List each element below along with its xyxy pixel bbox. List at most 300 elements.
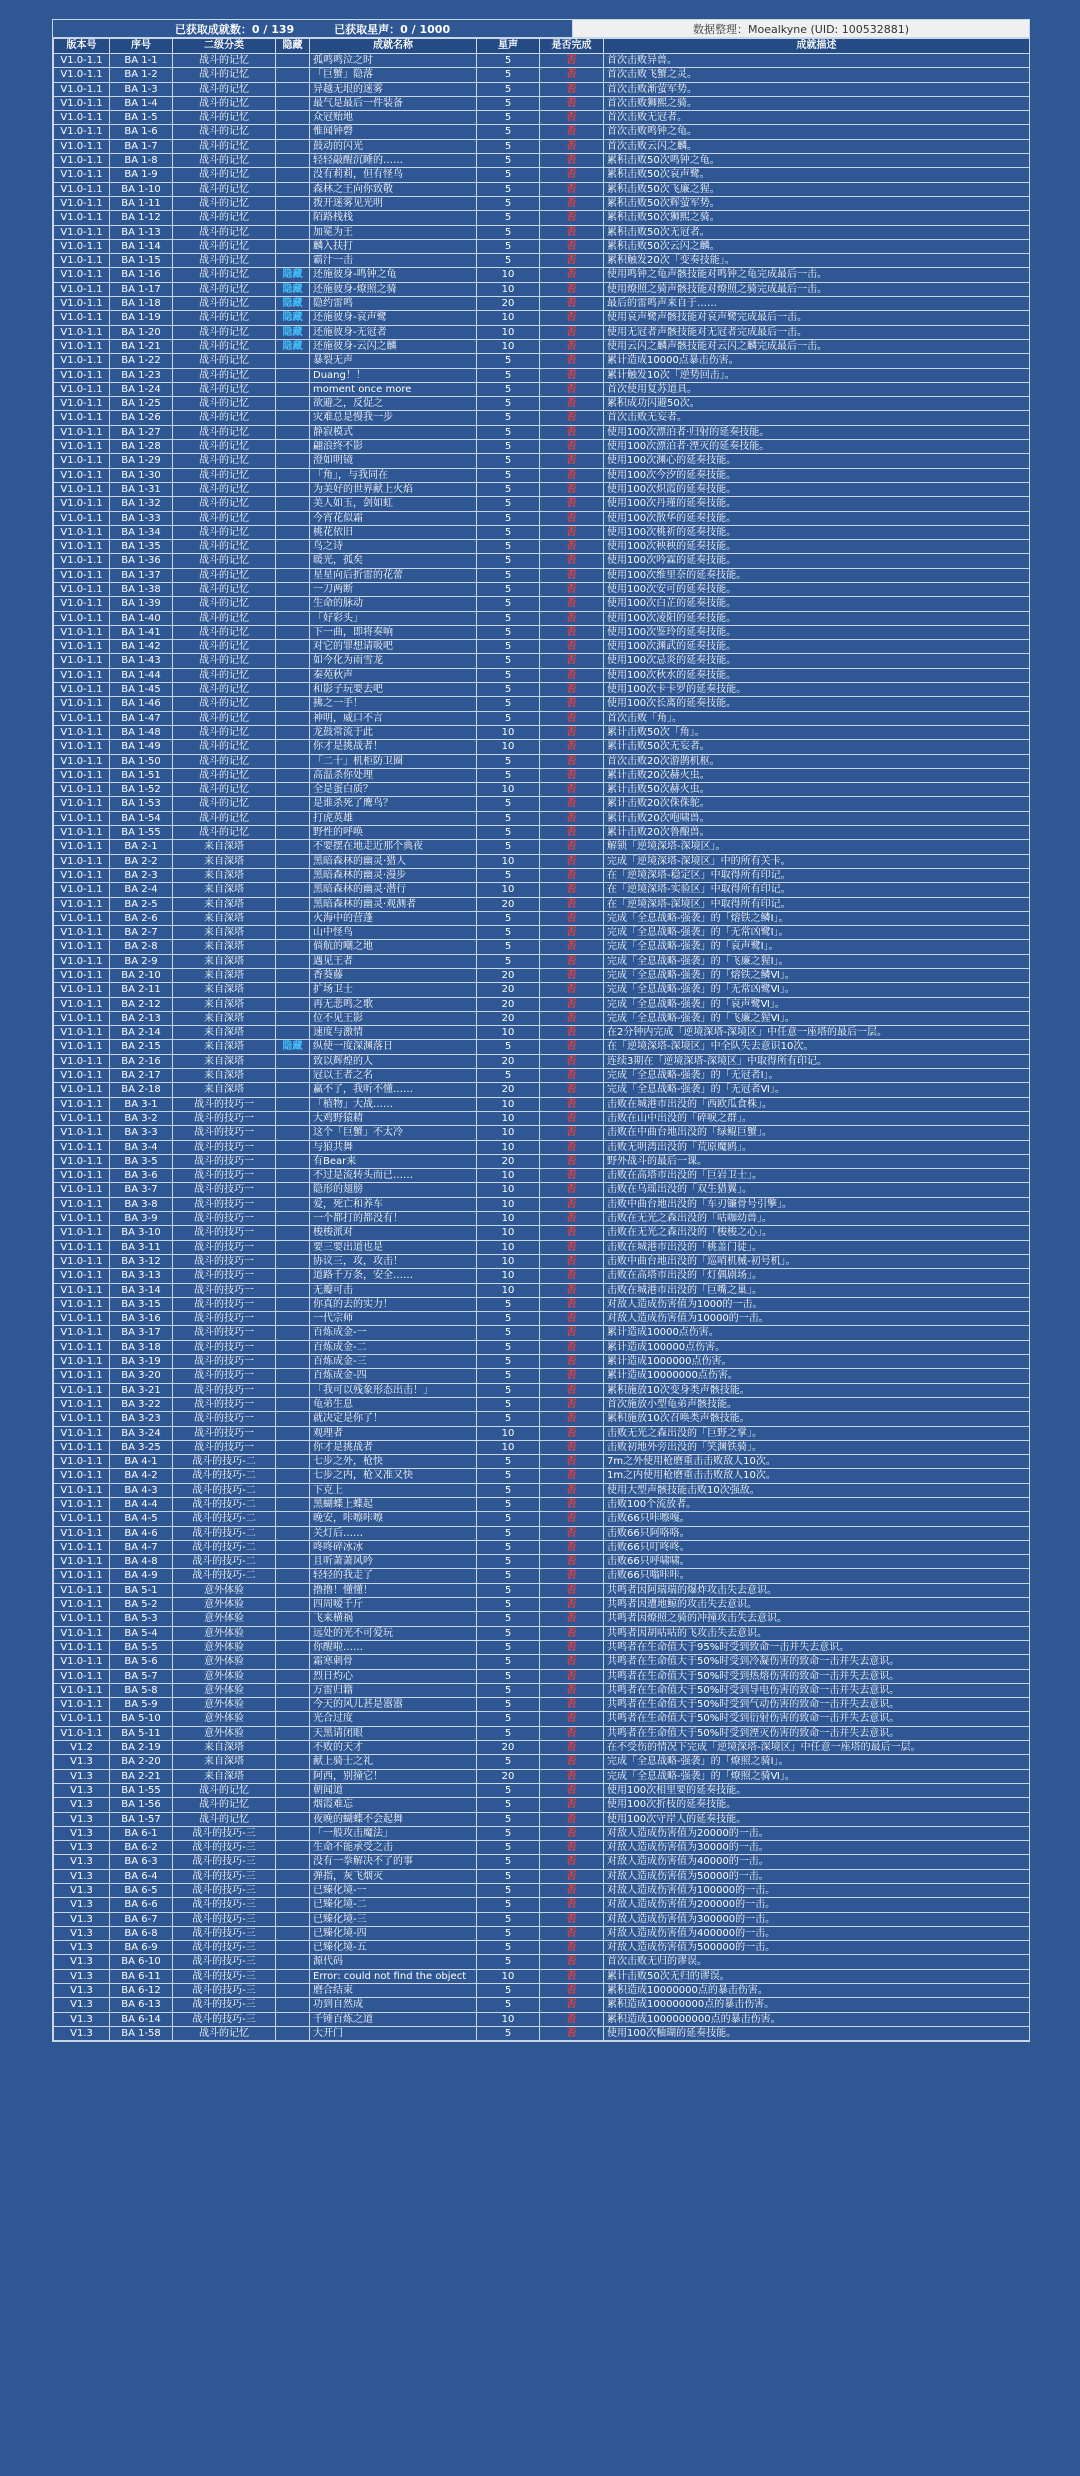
table-row <box>54 354 1030 368</box>
table-row <box>54 611 1030 625</box>
cell-version: V1.0-1.1 <box>54 768 110 782</box>
cell-version: V1.0-1.1 <box>54 854 110 868</box>
cell-stars: 5 <box>477 1583 540 1597</box>
cell-name: 暴裂无声 <box>310 354 477 368</box>
cell-name: 要三要出道也是 <box>310 1240 477 1254</box>
cell-category: 战斗的记忆 <box>173 1812 276 1826</box>
cell-completed: 否 <box>540 196 604 210</box>
cell-hidden <box>276 1812 310 1826</box>
cell-category: 战斗的记忆 <box>173 411 276 425</box>
cell-description: 累计击败20次鲁酿兽。 <box>604 826 1030 840</box>
cell-version: V1.0-1.1 <box>54 1312 110 1326</box>
cell-description: 使用100次渊武的延奏技能。 <box>604 640 1030 654</box>
table-row <box>54 2026 1030 2040</box>
cell-version: V1.0-1.1 <box>54 1526 110 1540</box>
cell-description: 击败在高塔市出没的「灯偶剧场」。 <box>604 1269 1030 1283</box>
cell-hidden <box>276 225 310 239</box>
cell-description: 完成「全息战略-强袭」的「无冠者Ⅰ」。 <box>604 1069 1030 1083</box>
cell-stars: 5 <box>477 911 540 925</box>
cell-index: BA 1-2 <box>110 68 173 82</box>
cell-version: V1.3 <box>54 1812 110 1826</box>
cell-index: BA 2-20 <box>110 1755 173 1769</box>
cell-hidden: 隐藏 <box>276 282 310 296</box>
cell-index: BA 3-15 <box>110 1297 173 1311</box>
cell-index: BA 3-3 <box>110 1126 173 1140</box>
cell-name: 野性的呼唤 <box>310 826 477 840</box>
cell-hidden <box>276 1097 310 1111</box>
cell-stars: 5 <box>477 454 540 468</box>
cell-description: 完成「全息战略-强袭」的「飞廉之猩Ⅵ」。 <box>604 1011 1030 1025</box>
cell-stars: 10 <box>477 1212 540 1226</box>
cell-index: BA 1-28 <box>110 440 173 454</box>
cell-description: 使用100次忌炎的延奏技能。 <box>604 654 1030 668</box>
cell-name: 七步之外，枪快 <box>310 1455 477 1469</box>
cell-hidden <box>276 1169 310 1183</box>
cell-index: BA 1-52 <box>110 783 173 797</box>
cell-completed: 否 <box>540 1783 604 1797</box>
cell-completed: 否 <box>540 1912 604 1926</box>
cell-description: 连续3期在「逆境深塔-深境区」中取得所有印记。 <box>604 1054 1030 1068</box>
cell-stars: 5 <box>477 597 540 611</box>
table-row <box>54 82 1030 96</box>
cell-index: BA 3-23 <box>110 1412 173 1426</box>
cell-category: 战斗的技巧一 <box>173 1369 276 1383</box>
cell-stars: 5 <box>477 1497 540 1511</box>
cell-hidden <box>276 611 310 625</box>
cell-completed: 否 <box>540 1397 604 1411</box>
cell-hidden <box>276 1669 310 1683</box>
table-row <box>54 1841 1030 1855</box>
cell-version: V1.3 <box>54 1984 110 1998</box>
cell-description: 使用100次安可的延奏技能。 <box>604 582 1030 596</box>
cell-completed: 否 <box>540 582 604 596</box>
cell-category: 战斗的记忆 <box>173 540 276 554</box>
cell-version: V1.0-1.1 <box>54 1383 110 1397</box>
cell-completed: 否 <box>540 597 604 611</box>
cell-description: 使用100次长离的延奏技能。 <box>604 697 1030 711</box>
cell-index: BA 4-8 <box>110 1555 173 1569</box>
cell-completed: 否 <box>540 268 604 282</box>
table-row <box>54 1297 1030 1311</box>
cell-index: BA 1-19 <box>110 311 173 325</box>
cell-completed: 否 <box>540 1054 604 1068</box>
table-row <box>54 425 1030 439</box>
cell-version: V1.0-1.1 <box>54 1226 110 1240</box>
cell-stars: 5 <box>477 1040 540 1054</box>
table-row <box>54 168 1030 182</box>
achievement-table <box>53 38 1030 2041</box>
cell-index: BA 3-18 <box>110 1340 173 1354</box>
cell-description: 击败66只呼啸啸。 <box>604 1555 1030 1569</box>
cell-name: 大鸡野猿精 <box>310 1111 477 1125</box>
cell-hidden <box>276 1440 310 1454</box>
cell-completed: 否 <box>540 1326 604 1340</box>
cell-category: 战斗的技巧-二 <box>173 1512 276 1526</box>
cell-description: 累计造成10000000点伤害。 <box>604 1369 1030 1383</box>
cell-version: V1.3 <box>54 1898 110 1912</box>
cell-description: 使用100次相里要的延奏技能。 <box>604 1783 1030 1797</box>
table-row <box>54 440 1030 454</box>
cell-name: 道路千万条，安全…… <box>310 1269 477 1283</box>
cell-category: 战斗的记忆 <box>173 139 276 153</box>
cell-name: 百炼成金-二 <box>310 1340 477 1354</box>
cell-hidden <box>276 1626 310 1640</box>
cell-hidden <box>276 1154 310 1168</box>
cell-name: 黑暗森林的幽灵·潜行 <box>310 883 477 897</box>
cell-hidden <box>276 1598 310 1612</box>
cell-name: 霜寒刺骨 <box>310 1655 477 1669</box>
cell-completed: 否 <box>540 1512 604 1526</box>
table-row <box>54 1912 1030 1926</box>
cell-name: 你醒啦…… <box>310 1640 477 1654</box>
cell-version: V1.0-1.1 <box>54 1326 110 1340</box>
table-row <box>54 297 1030 311</box>
cell-stars: 10 <box>477 282 540 296</box>
cell-stars: 5 <box>477 1984 540 1998</box>
cell-index: BA 5-1 <box>110 1583 173 1597</box>
cell-category: 战斗的记忆 <box>173 325 276 339</box>
cell-hidden: 隐藏 <box>276 325 310 339</box>
cell-version: V1.0-1.1 <box>54 997 110 1011</box>
cell-index: BA 1-37 <box>110 568 173 582</box>
table-row <box>54 940 1030 954</box>
cell-category: 战斗的记忆 <box>173 368 276 382</box>
table-row <box>54 1283 1030 1297</box>
cell-version: V1.3 <box>54 1941 110 1955</box>
table-row <box>54 683 1030 697</box>
cell-index: BA 6-14 <box>110 2012 173 2026</box>
cell-completed: 否 <box>540 1340 604 1354</box>
table-row <box>54 668 1030 682</box>
table-row <box>54 1555 1030 1569</box>
table-row <box>54 1326 1030 1340</box>
cell-stars: 5 <box>477 954 540 968</box>
cell-version: V1.0-1.1 <box>54 282 110 296</box>
achievement-sheet <box>52 19 1030 2042</box>
cell-name: 致以辉煌的人 <box>310 1054 477 1068</box>
cell-category: 意外体验 <box>173 1583 276 1597</box>
cell-name: 位不见王影 <box>310 1011 477 1025</box>
cell-name: 就决定是你了！ <box>310 1412 477 1426</box>
cell-category: 战斗的记忆 <box>173 525 276 539</box>
cell-hidden <box>276 154 310 168</box>
table-row <box>54 1984 1030 1998</box>
cell-category: 战斗的技巧-三 <box>173 1941 276 1955</box>
cell-category: 战斗的记忆 <box>173 239 276 253</box>
cell-completed: 否 <box>540 868 604 882</box>
cell-category: 战斗的技巧-二 <box>173 1569 276 1583</box>
cell-hidden <box>276 668 310 682</box>
table-row <box>54 1455 1030 1469</box>
cell-hidden <box>276 1769 310 1783</box>
cell-name: 撸撸！懂懂！ <box>310 1583 477 1597</box>
summary-bar <box>53 20 1029 38</box>
cell-index: BA 1-41 <box>110 625 173 639</box>
cell-description: 7m之外使用枪磨重击击败敌人10次。 <box>604 1455 1030 1469</box>
cell-completed: 否 <box>540 1383 604 1397</box>
table-row <box>54 1855 1030 1869</box>
table-row <box>54 854 1030 868</box>
cell-completed: 否 <box>540 154 604 168</box>
data-credit: 数据整理：Moealkyne (UID: 100532881) <box>573 20 1029 37</box>
cell-completed: 否 <box>540 1655 604 1669</box>
cell-version: V1.0-1.1 <box>54 711 110 725</box>
cell-stars: 5 <box>477 1683 540 1697</box>
cell-version: V1.0-1.1 <box>54 1640 110 1654</box>
cell-name: 不败的天才 <box>310 1741 477 1755</box>
table-row <box>54 654 1030 668</box>
table-row <box>54 311 1030 325</box>
cell-hidden <box>276 1926 310 1940</box>
cell-hidden <box>276 54 310 68</box>
cell-name: 还施彼身-无冠者 <box>310 325 477 339</box>
cell-category: 战斗的记忆 <box>173 54 276 68</box>
cell-stars: 10 <box>477 883 540 897</box>
table-row <box>54 740 1030 754</box>
table-row <box>54 125 1030 139</box>
table-row <box>54 1583 1030 1597</box>
cell-stars: 20 <box>477 997 540 1011</box>
cell-stars: 10 <box>477 1226 540 1240</box>
cell-description: 击败在山中出没的「碎唳之群」。 <box>604 1111 1030 1125</box>
cell-description: 首次击败无妄者。 <box>604 411 1030 425</box>
cell-index: BA 1-15 <box>110 254 173 268</box>
table-row <box>54 1355 1030 1369</box>
cell-category: 战斗的技巧-三 <box>173 1998 276 2012</box>
table-row <box>54 983 1030 997</box>
cell-completed: 否 <box>540 1955 604 1969</box>
cell-category: 战斗的技巧一 <box>173 1312 276 1326</box>
cell-index: BA 5-2 <box>110 1598 173 1612</box>
cell-stars: 5 <box>477 468 540 482</box>
cell-category: 战斗的记忆 <box>173 68 276 82</box>
cell-category: 来自深塔 <box>173 868 276 882</box>
cell-stars: 5 <box>477 154 540 168</box>
cell-name: Duang！！ <box>310 368 477 382</box>
cell-hidden <box>276 1869 310 1883</box>
cell-category: 战斗的记忆 <box>173 397 276 411</box>
cell-completed: 否 <box>540 683 604 697</box>
cell-completed: 否 <box>540 1269 604 1283</box>
cell-description: 累计击败50次「角」。 <box>604 725 1030 739</box>
cell-completed: 否 <box>540 1526 604 1540</box>
cell-completed: 否 <box>540 1798 604 1812</box>
table-row <box>54 1998 1030 2012</box>
cell-completed: 否 <box>540 1226 604 1240</box>
cell-stars: 10 <box>477 1097 540 1111</box>
table-row <box>54 268 1030 282</box>
cell-name: 飞来横祸 <box>310 1612 477 1626</box>
cell-version: V1.3 <box>54 1769 110 1783</box>
cell-version: V1.0-1.1 <box>54 1069 110 1083</box>
cell-hidden <box>276 1969 310 1983</box>
cell-version: V1.0-1.1 <box>54 411 110 425</box>
cell-version: V1.0-1.1 <box>54 725 110 739</box>
cell-completed: 否 <box>540 1126 604 1140</box>
cell-index: BA 2-17 <box>110 1069 173 1083</box>
cell-index: BA 3-14 <box>110 1283 173 1297</box>
cell-completed: 否 <box>540 1826 604 1840</box>
cell-completed: 否 <box>540 1812 604 1826</box>
cell-description: 击败66只咔嚓嘎。 <box>604 1512 1030 1526</box>
cell-category: 战斗的技巧一 <box>173 1140 276 1154</box>
cell-name: 黑暗森林的幽灵·观测者 <box>310 897 477 911</box>
cell-name: 惟闻钟磬 <box>310 125 477 139</box>
table-row <box>54 1254 1030 1268</box>
cell-hidden: 隐藏 <box>276 311 310 325</box>
cell-index: BA 3-19 <box>110 1355 173 1369</box>
cell-description: 累计击败50次无归的谬误。 <box>604 1969 1030 1983</box>
cell-version: V1.0-1.1 <box>54 239 110 253</box>
cell-completed: 否 <box>540 897 604 911</box>
cell-category: 来自深塔 <box>173 1741 276 1755</box>
cell-hidden <box>276 1783 310 1797</box>
cell-category: 战斗的技巧-三 <box>173 1826 276 1840</box>
cell-name: 晚安，咔嚓咔嚓 <box>310 1512 477 1526</box>
cell-description: 使用100次漂泊者·归射的延奏技能。 <box>604 425 1030 439</box>
cell-category: 战斗的技巧一 <box>173 1183 276 1197</box>
cell-index: BA 1-22 <box>110 354 173 368</box>
cell-name: 速度与激情 <box>310 1026 477 1040</box>
cell-hidden <box>276 354 310 368</box>
cell-description: 共鸣者因燎照之骑的冲撞攻击失去意识。 <box>604 1612 1030 1626</box>
cell-stars: 5 <box>477 683 540 697</box>
cell-category: 意外体验 <box>173 1640 276 1654</box>
cell-description: 累计造成100000点伤害。 <box>604 1340 1030 1354</box>
cell-hidden: 隐藏 <box>276 268 310 282</box>
cell-version: V1.0-1.1 <box>54 1626 110 1640</box>
achievements-count: 已获取成就数：0 / 139 <box>174 22 295 36</box>
table-row <box>54 1955 1030 1969</box>
cell-description: 累计击败20次侏侏鸵。 <box>604 797 1030 811</box>
table-row <box>54 211 1030 225</box>
cell-category: 战斗的记忆 <box>173 382 276 396</box>
cell-index: BA 3-2 <box>110 1111 173 1125</box>
table-row <box>54 96 1030 110</box>
cell-stars: 5 <box>477 1826 540 1840</box>
cell-hidden <box>276 368 310 382</box>
cell-completed: 否 <box>540 325 604 339</box>
cell-version: V1.0-1.1 <box>54 297 110 311</box>
cell-description: 击败在中曲台地出没的「绿鲲巨蟹」。 <box>604 1126 1030 1140</box>
cell-category: 战斗的技巧一 <box>173 1111 276 1125</box>
cell-name: 麟入扶打 <box>310 239 477 253</box>
cell-index: BA 6-12 <box>110 1984 173 1998</box>
cell-version: V1.0-1.1 <box>54 168 110 182</box>
cell-hidden <box>276 783 310 797</box>
cell-stars: 10 <box>477 2012 540 2026</box>
cell-completed: 否 <box>540 1497 604 1511</box>
cell-completed: 否 <box>540 1011 604 1025</box>
cell-index: BA 6-3 <box>110 1855 173 1869</box>
cell-name: 扩场卫士 <box>310 983 477 997</box>
cell-category: 战斗的记忆 <box>173 482 276 496</box>
cell-description: 累计击败50次赫火虫。 <box>604 783 1030 797</box>
cell-hidden <box>276 1426 310 1440</box>
cell-version: V1.0-1.1 <box>54 1569 110 1583</box>
cell-stars: 10 <box>477 725 540 739</box>
cell-category: 战斗的记忆 <box>173 440 276 454</box>
cell-index: BA 4-1 <box>110 1455 173 1469</box>
cell-category: 战斗的记忆 <box>173 683 276 697</box>
cell-name: moment once more <box>310 382 477 396</box>
cell-category: 战斗的技巧一 <box>173 1226 276 1240</box>
cell-category: 战斗的技巧-三 <box>173 1869 276 1883</box>
cell-category: 战斗的技巧一 <box>173 1169 276 1183</box>
cell-name: 轻轻敲醒沉睡的…… <box>310 154 477 168</box>
table-row <box>54 1540 1030 1554</box>
cell-stars: 10 <box>477 339 540 353</box>
cell-description: 完成「全息战略-强袭」的「哀声鹭Ⅰ」。 <box>604 940 1030 954</box>
cell-name: 弹指，灰飞烟灭 <box>310 1869 477 1883</box>
table-row <box>54 783 1030 797</box>
cell-version: V1.0-1.1 <box>54 1083 110 1097</box>
cell-index: BA 1-48 <box>110 725 173 739</box>
table-row <box>54 1412 1030 1426</box>
cell-completed: 否 <box>540 468 604 482</box>
cell-version: V1.3 <box>54 2026 110 2040</box>
stars-count: 已获取星声：0 / 1000 <box>334 22 451 36</box>
cell-name: 欲避之，反促之 <box>310 397 477 411</box>
cell-description: 共鸣者在生命值大于50%时受到热熔伤害的致命一击并失去意识。 <box>604 1669 1030 1683</box>
cell-stars: 5 <box>477 168 540 182</box>
cell-completed: 否 <box>540 568 604 582</box>
cell-description: 共鸣者在生命值大于50%时受到衍射伤害的致命一击并失去意识。 <box>604 1712 1030 1726</box>
cell-version: V1.0-1.1 <box>54 82 110 96</box>
cell-version: V1.0-1.1 <box>54 1683 110 1697</box>
cell-category: 战斗的记忆 <box>173 625 276 639</box>
cell-name: 「二十」机柜防卫圈 <box>310 754 477 768</box>
cell-completed: 否 <box>540 1483 604 1497</box>
cell-completed: 否 <box>540 1154 604 1168</box>
table-row <box>54 954 1030 968</box>
cell-category: 战斗的技巧一 <box>173 1197 276 1211</box>
cell-category: 来自深塔 <box>173 1026 276 1040</box>
cell-version: V1.0-1.1 <box>54 983 110 997</box>
cell-category: 战斗的技巧-二 <box>173 1483 276 1497</box>
cell-hidden <box>276 969 310 983</box>
cell-hidden <box>276 1412 310 1426</box>
cell-hidden <box>276 454 310 468</box>
cell-stars: 5 <box>477 1412 540 1426</box>
table-row <box>54 1440 1030 1454</box>
cell-version: V1.0-1.1 <box>54 1555 110 1569</box>
col-completed: 是否完成 <box>540 39 604 54</box>
cell-description: 共鸣者因阿瑞瑞的爆炸攻击失去意识。 <box>604 1583 1030 1597</box>
cell-category: 战斗的技巧一 <box>173 1154 276 1168</box>
cell-stars: 5 <box>477 1841 540 1855</box>
cell-completed: 否 <box>540 1455 604 1469</box>
cell-hidden <box>276 1898 310 1912</box>
table-row <box>54 1598 1030 1612</box>
cell-stars: 5 <box>477 1783 540 1797</box>
cell-stars: 20 <box>477 1769 540 1783</box>
cell-index: BA 6-1 <box>110 1826 173 1840</box>
cell-stars: 10 <box>477 783 540 797</box>
cell-hidden <box>276 1998 310 2012</box>
cell-description: 使用哀声鹭声骸技能对哀声鹭完成最后一击。 <box>604 311 1030 325</box>
cell-hidden <box>276 625 310 639</box>
table-row <box>54 711 1030 725</box>
cell-completed: 否 <box>540 125 604 139</box>
cell-index: BA 2-5 <box>110 897 173 911</box>
table-row <box>54 339 1030 353</box>
cell-completed: 否 <box>540 1698 604 1712</box>
table-row <box>54 239 1030 253</box>
table-row <box>54 1140 1030 1154</box>
cell-category: 战斗的技巧一 <box>173 1283 276 1297</box>
cell-version: V1.0-1.1 <box>54 1169 110 1183</box>
